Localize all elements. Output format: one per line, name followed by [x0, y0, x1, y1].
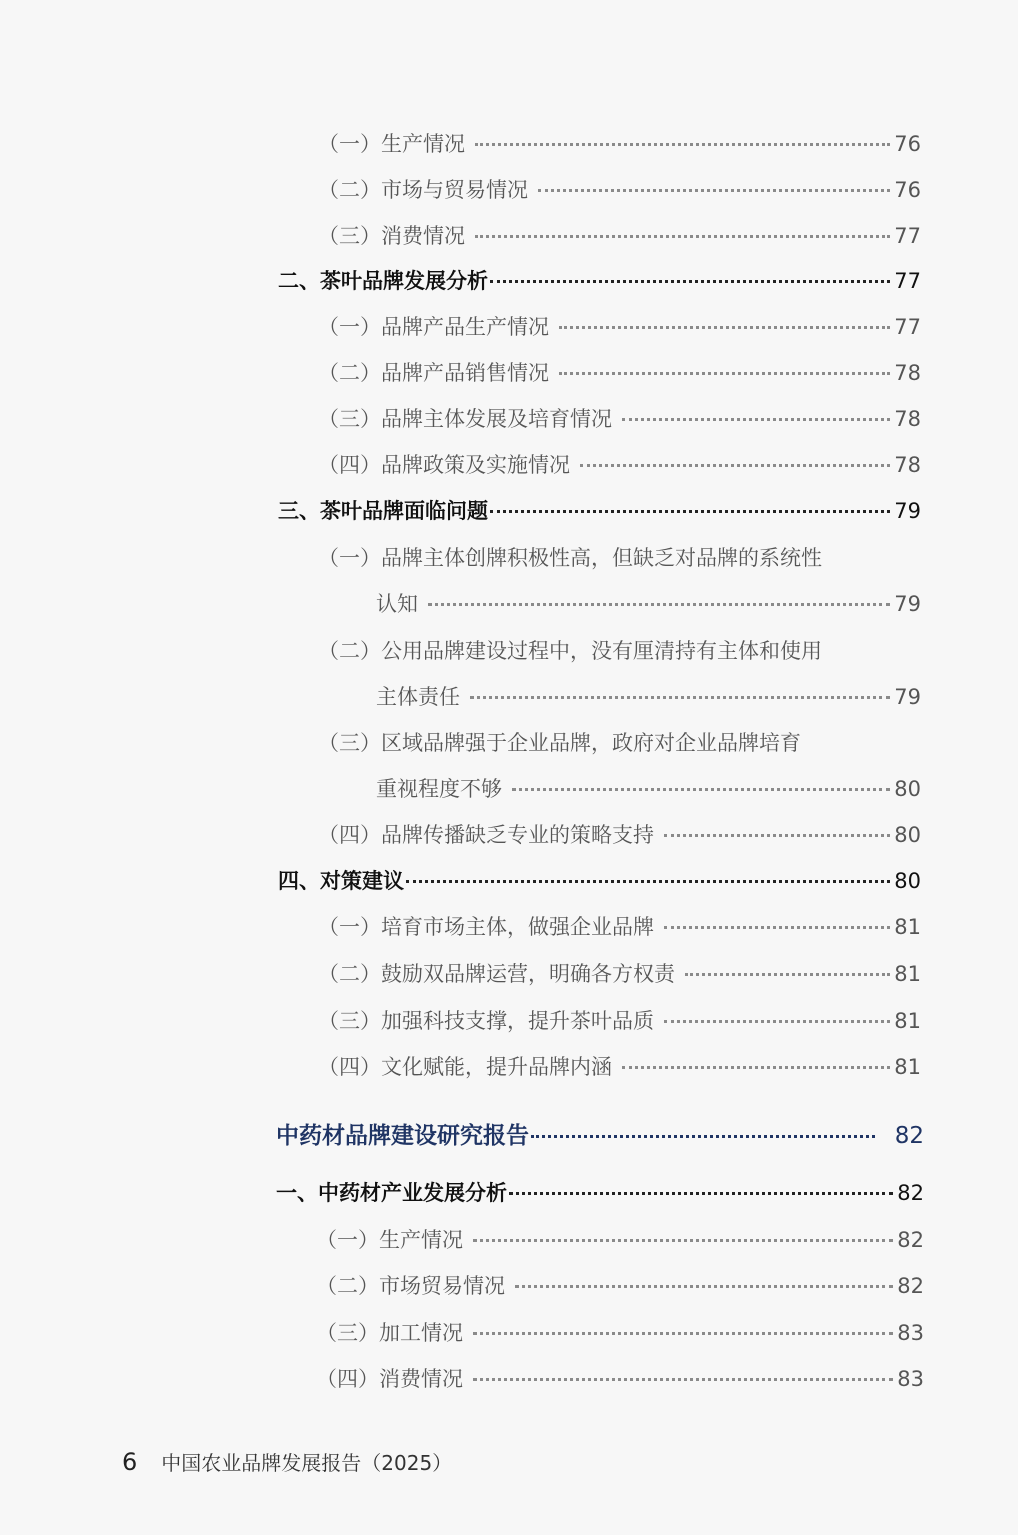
toc-page-number: 83 [897, 1367, 924, 1391]
dot-leader [580, 464, 890, 467]
dot-leader [538, 189, 890, 192]
toc-page-number: 78 [894, 407, 921, 431]
toc-chapter-entry[interactable] [276, 1117, 924, 1150]
toc-entry-label: （四）文化赋能，提升品牌内涵 [318, 1055, 612, 1079]
dot-leader [473, 1378, 893, 1381]
toc-page-number: 80 [894, 777, 921, 801]
toc-entry[interactable] [318, 128, 921, 158]
toc-entry-label: （二）市场与贸易情况 [318, 178, 528, 202]
dot-leader [664, 1020, 890, 1023]
toc-page-number: 80 [894, 823, 921, 847]
dot-leader [512, 788, 890, 791]
toc-entry-label: （一）品牌产品生产情况 [318, 315, 549, 339]
toc-entry-continuation[interactable] [376, 773, 921, 803]
toc-entry-label: （一）品牌主体创牌积极性高，但缺乏对品牌的系统性 [318, 546, 822, 570]
toc-entry[interactable] [318, 958, 921, 988]
dot-leader [509, 1192, 893, 1195]
toc-page-number: 82 [897, 1228, 924, 1252]
dot-leader [473, 1332, 893, 1335]
toc-entry-label: 四、对策建议 [278, 869, 404, 893]
dot-leader [428, 603, 890, 606]
toc-entry-label: （三）区域品牌强于企业品牌，政府对企业品牌培育 [318, 731, 801, 755]
toc-entry[interactable] [318, 174, 921, 204]
toc-entry[interactable] [318, 911, 921, 941]
toc-entry-label: （三）加强科技支撑，提升茶叶品质 [318, 1009, 654, 1033]
toc-entry-label: （一）生产情况 [316, 1228, 463, 1252]
toc-page-number: 79 [894, 499, 921, 523]
toc-entry-continuation[interactable] [376, 681, 921, 711]
toc-page-number: 77 [894, 224, 921, 248]
dot-leader [531, 1135, 875, 1138]
toc-entry-label: （二）市场贸易情况 [316, 1274, 505, 1298]
toc-section-entry[interactable] [278, 265, 921, 295]
dot-leader [559, 326, 890, 329]
toc-page-number: 82 [894, 1123, 924, 1149]
toc-section-entry[interactable] [276, 1177, 924, 1207]
toc-page-number: 79 [894, 685, 921, 709]
toc-page-number: 79 [894, 592, 921, 616]
toc-page-number: 77 [894, 315, 921, 339]
toc-entry[interactable] [318, 635, 921, 665]
toc-entry-label: 中药材品牌建设研究报告 [276, 1123, 529, 1149]
dot-leader [473, 1239, 893, 1242]
toc-page-number: 81 [894, 962, 921, 986]
footer-book-title: 中国农业品牌发展报告（2025） [161, 1451, 453, 1475]
dot-leader [622, 418, 890, 421]
toc-section-entry[interactable] [278, 865, 921, 895]
dot-leader [490, 510, 890, 513]
toc-entry[interactable] [318, 357, 921, 387]
toc-page-number: 81 [894, 915, 921, 939]
toc-page-number: 82 [897, 1274, 924, 1298]
dot-leader [664, 834, 890, 837]
footer-page-number: 6 [122, 1448, 138, 1476]
toc-entry-label: （二）公用品牌建设过程中，没有厘清持有主体和使用 [318, 639, 822, 663]
toc-entry[interactable] [318, 542, 921, 572]
dot-leader [559, 372, 890, 375]
dot-leader [622, 1066, 890, 1069]
dot-leader [470, 696, 890, 699]
toc-entry[interactable] [316, 1363, 924, 1393]
dot-leader [406, 880, 890, 883]
dot-leader [475, 143, 890, 146]
toc-entry-label: （三）加工情况 [316, 1321, 463, 1345]
toc-entry-label: 重视程度不够 [376, 777, 502, 801]
toc-entry[interactable] [316, 1317, 924, 1347]
toc-page-number: 80 [894, 869, 921, 893]
toc-entry-label: 三、茶叶品牌面临问题 [278, 499, 488, 523]
toc-page-number: 76 [894, 132, 921, 156]
toc-page-number: 77 [894, 269, 921, 293]
toc-entry[interactable] [318, 403, 921, 433]
toc-entry-label: 二、茶叶品牌发展分析 [278, 269, 488, 293]
toc-entry-label: （四）品牌政策及实施情况 [318, 453, 570, 477]
toc-page-number: 78 [894, 453, 921, 477]
toc-entry[interactable] [318, 1051, 921, 1081]
toc-page-number: 81 [894, 1009, 921, 1033]
toc-entry[interactable] [316, 1270, 924, 1300]
toc-entry-label: （三）品牌主体发展及培育情况 [318, 407, 612, 431]
dot-leader [475, 235, 890, 238]
toc-entry-label: 主体责任 [376, 685, 460, 709]
dot-leader [664, 926, 890, 929]
toc-entry-label: （二）鼓励双品牌运营，明确各方权责 [318, 962, 675, 986]
toc-entry-continuation[interactable] [376, 588, 921, 618]
dot-leader [490, 280, 890, 283]
toc-entry[interactable] [318, 311, 921, 341]
toc-entry-label: （四）品牌传播缺乏专业的策略支持 [318, 823, 654, 847]
toc-page-number: 78 [894, 361, 921, 385]
page-footer [122, 1447, 452, 1476]
toc-entry-label: （四）消费情况 [316, 1367, 463, 1391]
toc-entry-label: （二）品牌产品销售情况 [318, 361, 549, 385]
toc-entry[interactable] [318, 819, 921, 849]
toc-entry[interactable] [318, 1005, 921, 1035]
toc-entry[interactable] [318, 220, 921, 250]
toc-entry[interactable] [318, 727, 921, 757]
toc-entry[interactable] [318, 449, 921, 479]
toc-page-number: 81 [894, 1055, 921, 1079]
dot-leader [685, 973, 890, 976]
toc-entry-label: 一、中药材产业发展分析 [276, 1181, 507, 1205]
toc-page-number: 83 [897, 1321, 924, 1345]
toc-entry-label: （三）消费情况 [318, 224, 465, 248]
toc-entry[interactable] [316, 1224, 924, 1254]
toc-page-number: 76 [894, 178, 921, 202]
toc-entry-label: （一）培育市场主体，做强企业品牌 [318, 915, 654, 939]
toc-page-number: 82 [897, 1181, 924, 1205]
toc-entry-label: 认知 [376, 592, 418, 616]
toc-entry-label: （一）生产情况 [318, 132, 465, 156]
dot-leader [515, 1285, 893, 1288]
toc-section-entry[interactable] [278, 495, 921, 525]
